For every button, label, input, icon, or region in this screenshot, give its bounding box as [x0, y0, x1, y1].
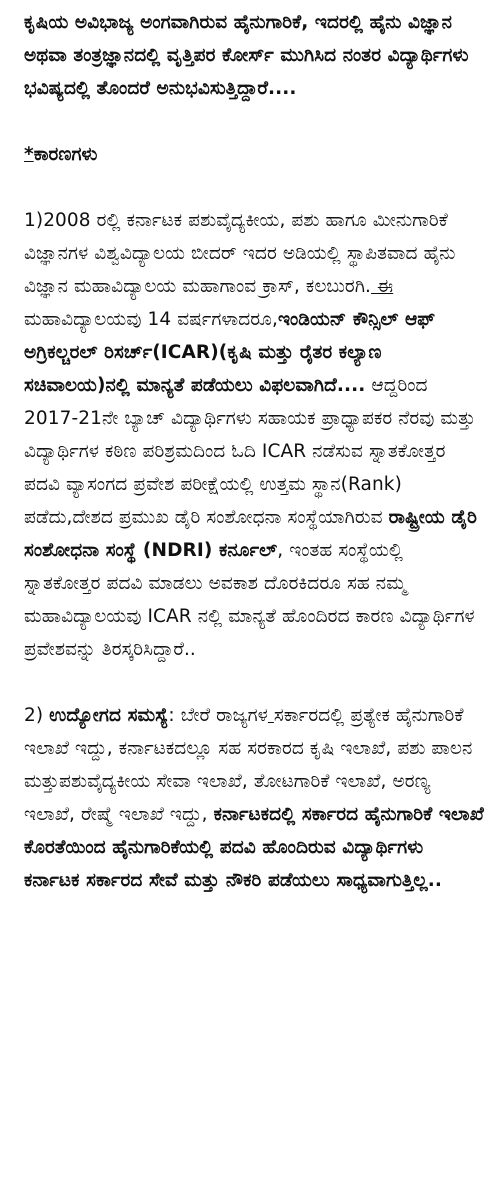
reason-2-text-a: : ಬೇರೆ ರಾಜ್ಯಗಳ [168, 705, 268, 726]
reason-2-number: 2) [24, 705, 50, 726]
reason-2-paragraph [24, 699, 484, 897]
heading-text: ಕಾರಣಗಳು [33, 144, 98, 165]
reason-1-text-c: ಆದ್ದರಿಂದ 2017-21ನೇ ಬ್ಯಾಚ್ ವಿದ್ಯಾರ್ಥಿಗಳು ಸಹಾಯಕ ಪ್ರಾಧ್ಯಾಪಕರ ನೆರವು ಮತ್ತು ವಿದ್ಯಾರ್ಥಿಗಳ ಕಠಿಣ ಪರಿಶ್ರಮದಿಂದ ಓದಿ ICAR ನಡೆಸುವ ಸ್ನಾತಕೋತ್ತರ ಪದವಿ ವ್ಯಾಸಂಗದ ಪ್ರವೇಶ ಪರೀಕ್ಷೆಯಲ್ಲಿ ಉತ್ತಮ ಸ್ಥಾನ(Rank) ಪಡೆದು,ದೇಶದ ಪ್ರಮುಖ ಡೈರಿ ಸಂಶೋಧನಾ ಸಂಸ್ಥೆಯಾಗಿರುವ [24, 375, 476, 528]
heading-star: * [24, 144, 34, 165]
reason-1-paragraph [24, 204, 484, 666]
intro-paragraph: ಕೃಷಿಯ ಅವಿಭಾಜ್ಯ ಅಂಗವಾಗಿರುವ ಹೈನುಗಾರಿಕೆ, ಇದರಲ್ಲಿ ಹೈನು ವಿಜ್ಞಾನ ಅಥವಾ ತಂತ್ರಜ್ಞಾನದಲ್ಲಿ ವೃತ್ತಿಪರ ಕೋರ್ಸ್ ಮುಗಿಸಿದ ನಂತರ ವಿದ್ಯಾರ್ಥಿಗಳು ಭವಿಷ್ಯದಲ್ಲಿ ತೊಂದರೆ ಅನುಭವಿಸುತ್ತಿದ್ದಾರೆ.... [24, 12, 469, 99]
reason-1-text-d: , ಇಂತಹ ಸಂಸ್ಥೆಯಲ್ಲಿ ಸ್ನಾತಕೋತ್ತರ ಪದವಿ ಮಾಡಲು ಅವಕಾಶ ದೊರಕಿದರೂ ಸಹ ನಮ್ಮ ಮಹಾವಿದ್ಯಾಲಯವು ICAR ನಲ್ಲಿ ಮಾನ್ಯತೆ ಹೊಂದಿರದ ಕಾರಣ ವಿದ್ಯಾರ್ಥಿಗಳ ಪ್ರವೇಶವನ್ [24, 540, 475, 660]
reason-2-text-b: ಸರ್ಕಾರದಲ್ಲಿ ಪ್ರತ್ಯೇಕ ಹೈನುಗಾರಿಕೆ ಇಲಾಖೆ ಇದ್ದು, ಕರ್ನಾಟಕದಲ್ಲೂ ಸಹ ಸರಕಾರದ ಕೃಷಿ ಇಲಾಖೆ, ಪಶು ಪಾಲನ ಮತ್ತುಪಶುವೈದ್ಯಕೀಯ ಸೇವಾ ಇಲಾಖೆ, ತೋಟಗಾರಿಕೆ ಇಲಾಖೆ, ಅರಣ್ಯ ಇಲಾಖೆ, ರೇಷ್ಮೆ ಇಲಾಖೆ ಇದ್ದು, [24, 705, 473, 825]
reason-1-bold-ndri: ರಾಷ್ಟ್ರೀಯ ಡೈರಿ ಸಂಶೋಧನಾ ಸಂಸ್ಥೆ (NDRI) ಕರ್ನೂಲ್ [24, 507, 477, 561]
reason-2-bold-conclusion: ಕರ್ನಾಟಕದಲ್ಲಿ ಸರ್ಕಾರದ ಹೈನುಗಾರಿಕೆ ಇಲಾಖೆ ಕೊರತೆಯಿಂದ ಹೈನುಗಾರಿಕೆಯಲ್ಲಿ ಪದವಿ ಹೊಂದಿರುವ ವಿದ್ಯಾರ್ಥಿಗಳು ಕರ್ನಾಟಕ ಸರ್ಕಾರದ ಸೇವೆ ಮತ್ತು ನೌಕರಿ ಪಡೆಯಲು ಸಾಧ್ಯವಾಗುತ್ತಿಲ್ಲ.. [24, 804, 484, 891]
reason-1-text-e: ತಿರಸ್ಕರಿಸಿದ್ದಾರೆ.. [95, 639, 196, 660]
reason-1-text-a: 1)2008 ರಲ್ಲಿ ಕರ್ನಾಟಕ ಪಶುವೈದ್ಯಕೀಯ, ಪಶು ಹಾಗೂ ಮೀನುಗಾರಿಕೆ ವಿಜ್ಞಾನಗಳ ವಿಶ್ವವಿದ್ಯಾಲಯ ಬೀದರ್ ಇದರ ಅಡಿಯಲ್ಲಿ ಸ್ಥಾಪಿತವಾದ ಹೈನು ವಿಜ್ಞಾನ ಮಹಾವಿದ್ಯಾಲಯ ಮಹಾಗಾಂವ ಕ್ರಾಸ್, ಕಲಬುರಗಿ. [24, 210, 456, 297]
reason-1-bold-icar: ಇಂಡಿಯನ್ ಕೌನ್ಸಿಲ್ ಆಫ್ ಅಗ್ರಿಕಲ್ಚರಲ್ ರಿಸರ್ಚ್(ICAR)(ಕೃಷಿ ಮತ್ತು ರೈತರ ಕಲ್ಯಾಣ ಸಚಿವಾಲಯ)ನಲ್ಲಿ ಮಾನ್ಯತೆ ಪಡೆಯಲು ವಿಫಲವಾಗಿದೆ.... [24, 309, 436, 396]
reason-2-label: ಉದ್ಯೋಗದ ಸಮಸ್ಯೆ [49, 705, 169, 726]
reason-1-underlined-a: ಈ [371, 276, 394, 297]
reasons-heading [24, 138, 484, 171]
reason-1-text-b: ಮಹಾವಿದ್ಯಾಲಯವು 14 ವರ್ಷಗಳಾದರೂ, [24, 309, 278, 330]
